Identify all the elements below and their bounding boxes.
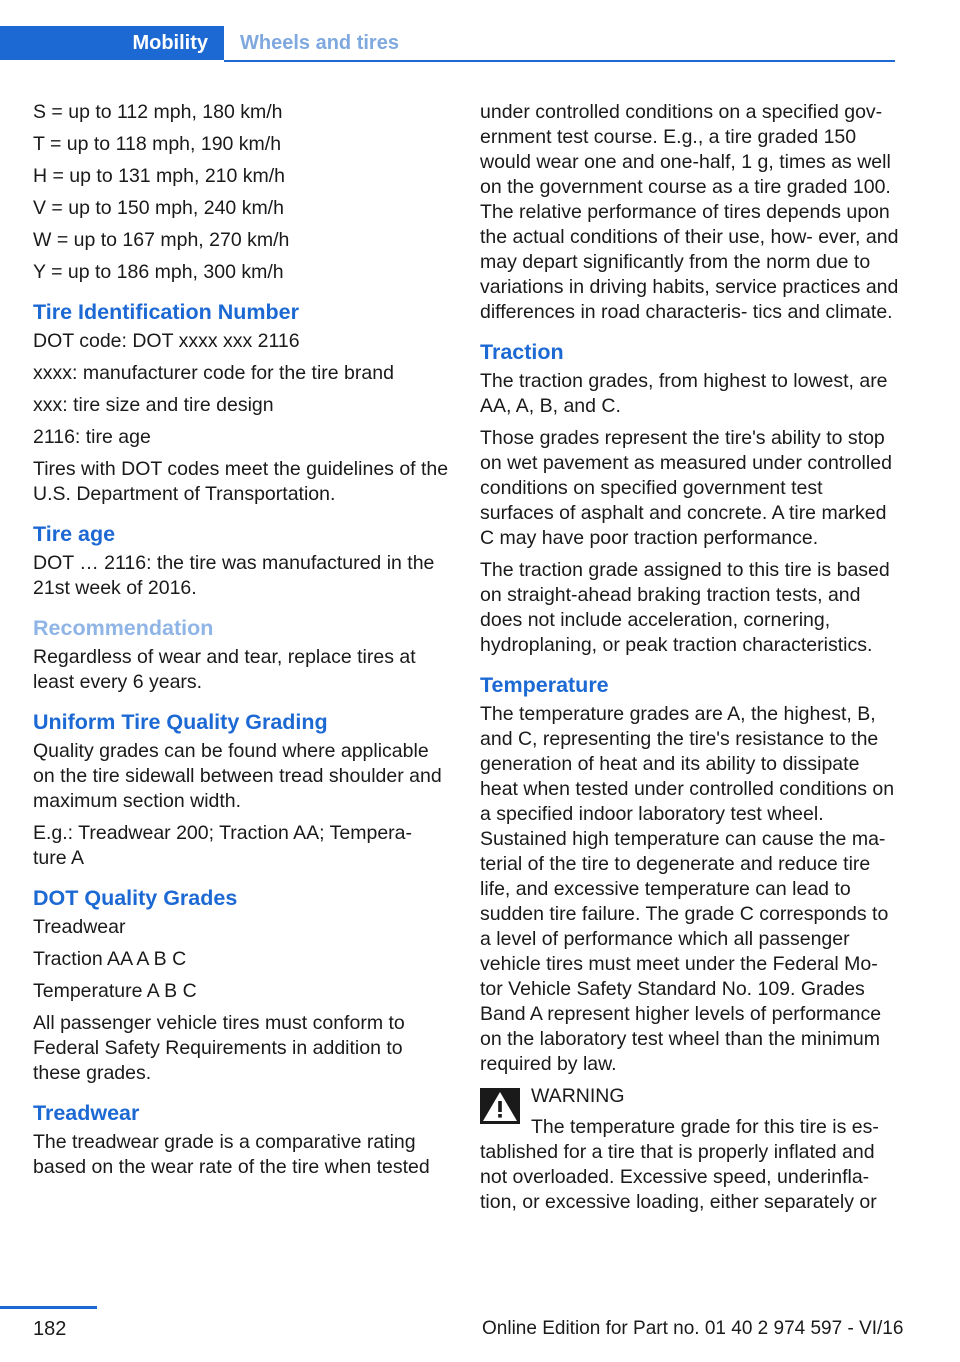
footer-divider xyxy=(0,1306,97,1309)
left-column xyxy=(33,100,451,1187)
treadwear-continued: under controlled conditions on a specified gov‐ ernment test course. E.g., a tire graded 150 would wear one and one-half, 1 g, times as well on the government course as a tire graded 100. The relative performance of tires depends upon the actual conditions of their use, how‐ ever, and may depart significantly from the norm due to variations in driving habits, service practices and differences in road characteris‐ tics and climate. xyxy=(480,101,899,323)
temperature-text: The temperature grades are A, the highest, B, and C, representing the tire's resistance to the generation of heat and its ability to dissipate heat when tested under controlled conditions on a specified indoor laboratory test wheel. Sustained high temperature can cause the ma‐ terial of the tire to degenerate and reduce tire life, and excessive temperature can lead to sudden tire failure. The grade C corresponds to a level of performance which all passenger vehicle tires must meet under the Federal Mo‐ tor Vehicle Safety Standard No. 109. Grades Band A represent higher levels of performance on the laboratory test wheel than the minimum required by law. xyxy=(480,703,895,1075)
dot-line: Traction AA A B C xyxy=(33,948,187,970)
warning-text: The temperature grade for this tire is es‐ tablished for a tire that is properly inflated and not overloaded. Excessive speed, underinfla‐ tion, or excessive loading, either separately or xyxy=(480,1116,879,1213)
tin-line: 2116: tire age xyxy=(33,426,151,448)
utqg-text: Quality grades can be found where applicable on the tire sidewall between tread shoulder and maximum section width. xyxy=(33,740,442,812)
recommendation-text: Regardless of wear and tear, replace tires at least every 6 years. xyxy=(33,646,416,693)
speed-rating: T = up to 118 mph, 190 km/h xyxy=(33,133,282,155)
speed-rating: S = up to 112 mph, 180 km/h xyxy=(33,101,283,123)
warning-icon xyxy=(480,1088,520,1124)
tin-line: xxxx: manufacturer code for the tire brand xyxy=(33,362,394,384)
page-number: 182 xyxy=(33,1318,67,1340)
tire-age-heading: Tire age xyxy=(33,522,116,546)
traction-text: The traction grade assigned to this tire is based on straight-ahead braking traction tests, and does not include acceleration, cornering, hydroplaning, or peak traction characteristics. xyxy=(480,559,890,656)
speed-rating: H = up to 131 mph, 210 km/h xyxy=(33,165,286,187)
dot-line: All passenger vehicle tires must conform to Federal Safety Requirements in addition to these grades. xyxy=(33,1012,405,1084)
utqg-heading: Uniform Tire Quality Grading xyxy=(33,710,328,734)
utqg-example: E.g.: Treadwear 200; Traction AA; Tempera‐ ture A xyxy=(33,822,413,869)
temperature-heading: Temperature xyxy=(480,673,609,697)
tin-line: xxx: tire size and tire design xyxy=(33,394,274,416)
header-divider xyxy=(224,60,895,62)
warning-title: WARNING xyxy=(531,1085,625,1107)
chapter-tab[interactable]: Mobility xyxy=(0,26,224,60)
speed-rating: V = up to 150 mph, 240 km/h xyxy=(33,197,284,219)
tire-age-text: DOT … 2116: the tire was manufactured in the 21st week of 2016. xyxy=(33,552,435,599)
recommendation-heading: Recommendation xyxy=(33,616,214,640)
warning-box xyxy=(480,1084,900,1215)
treadwear-text: The treadwear grade is a comparative rating based on the wear rate of the tire when tested xyxy=(33,1131,430,1178)
traction-heading: Traction xyxy=(480,340,564,364)
dot-heading: DOT Quality Grades xyxy=(33,886,238,910)
edition-note: Online Edition for Part no. 01 40 2 974 597 - VI/16 xyxy=(482,1318,904,1339)
section-tab[interactable]: Wheels and tires xyxy=(240,31,399,54)
speed-rating: W = up to 167 mph, 270 km/h xyxy=(33,229,290,251)
traction-text: The traction grades, from highest to lowest, are AA, A, B, and C. xyxy=(480,370,888,417)
treadwear-heading: Treadwear xyxy=(33,1101,140,1125)
dot-line: Treadwear xyxy=(33,916,126,938)
traction-text: Those grades represent the tire's ability to stop on wet pavement as measured under controlled conditions on specified government test surfaces of asphalt and concrete. A tire marked C may have poor traction performance. xyxy=(480,427,892,549)
speed-rating: Y = up to 186 mph, 300 km/h xyxy=(33,261,284,283)
tin-line: Tires with DOT codes meet the guidelines of the U.S. Department of Transportation. xyxy=(33,458,449,505)
tin-heading: Tire Identification Number xyxy=(33,300,299,324)
dot-line: Temperature A B C xyxy=(33,980,197,1002)
page-header xyxy=(0,26,895,62)
tin-line: DOT code: DOT xxxx xxx 2116 xyxy=(33,330,300,352)
right-column xyxy=(480,100,900,1215)
